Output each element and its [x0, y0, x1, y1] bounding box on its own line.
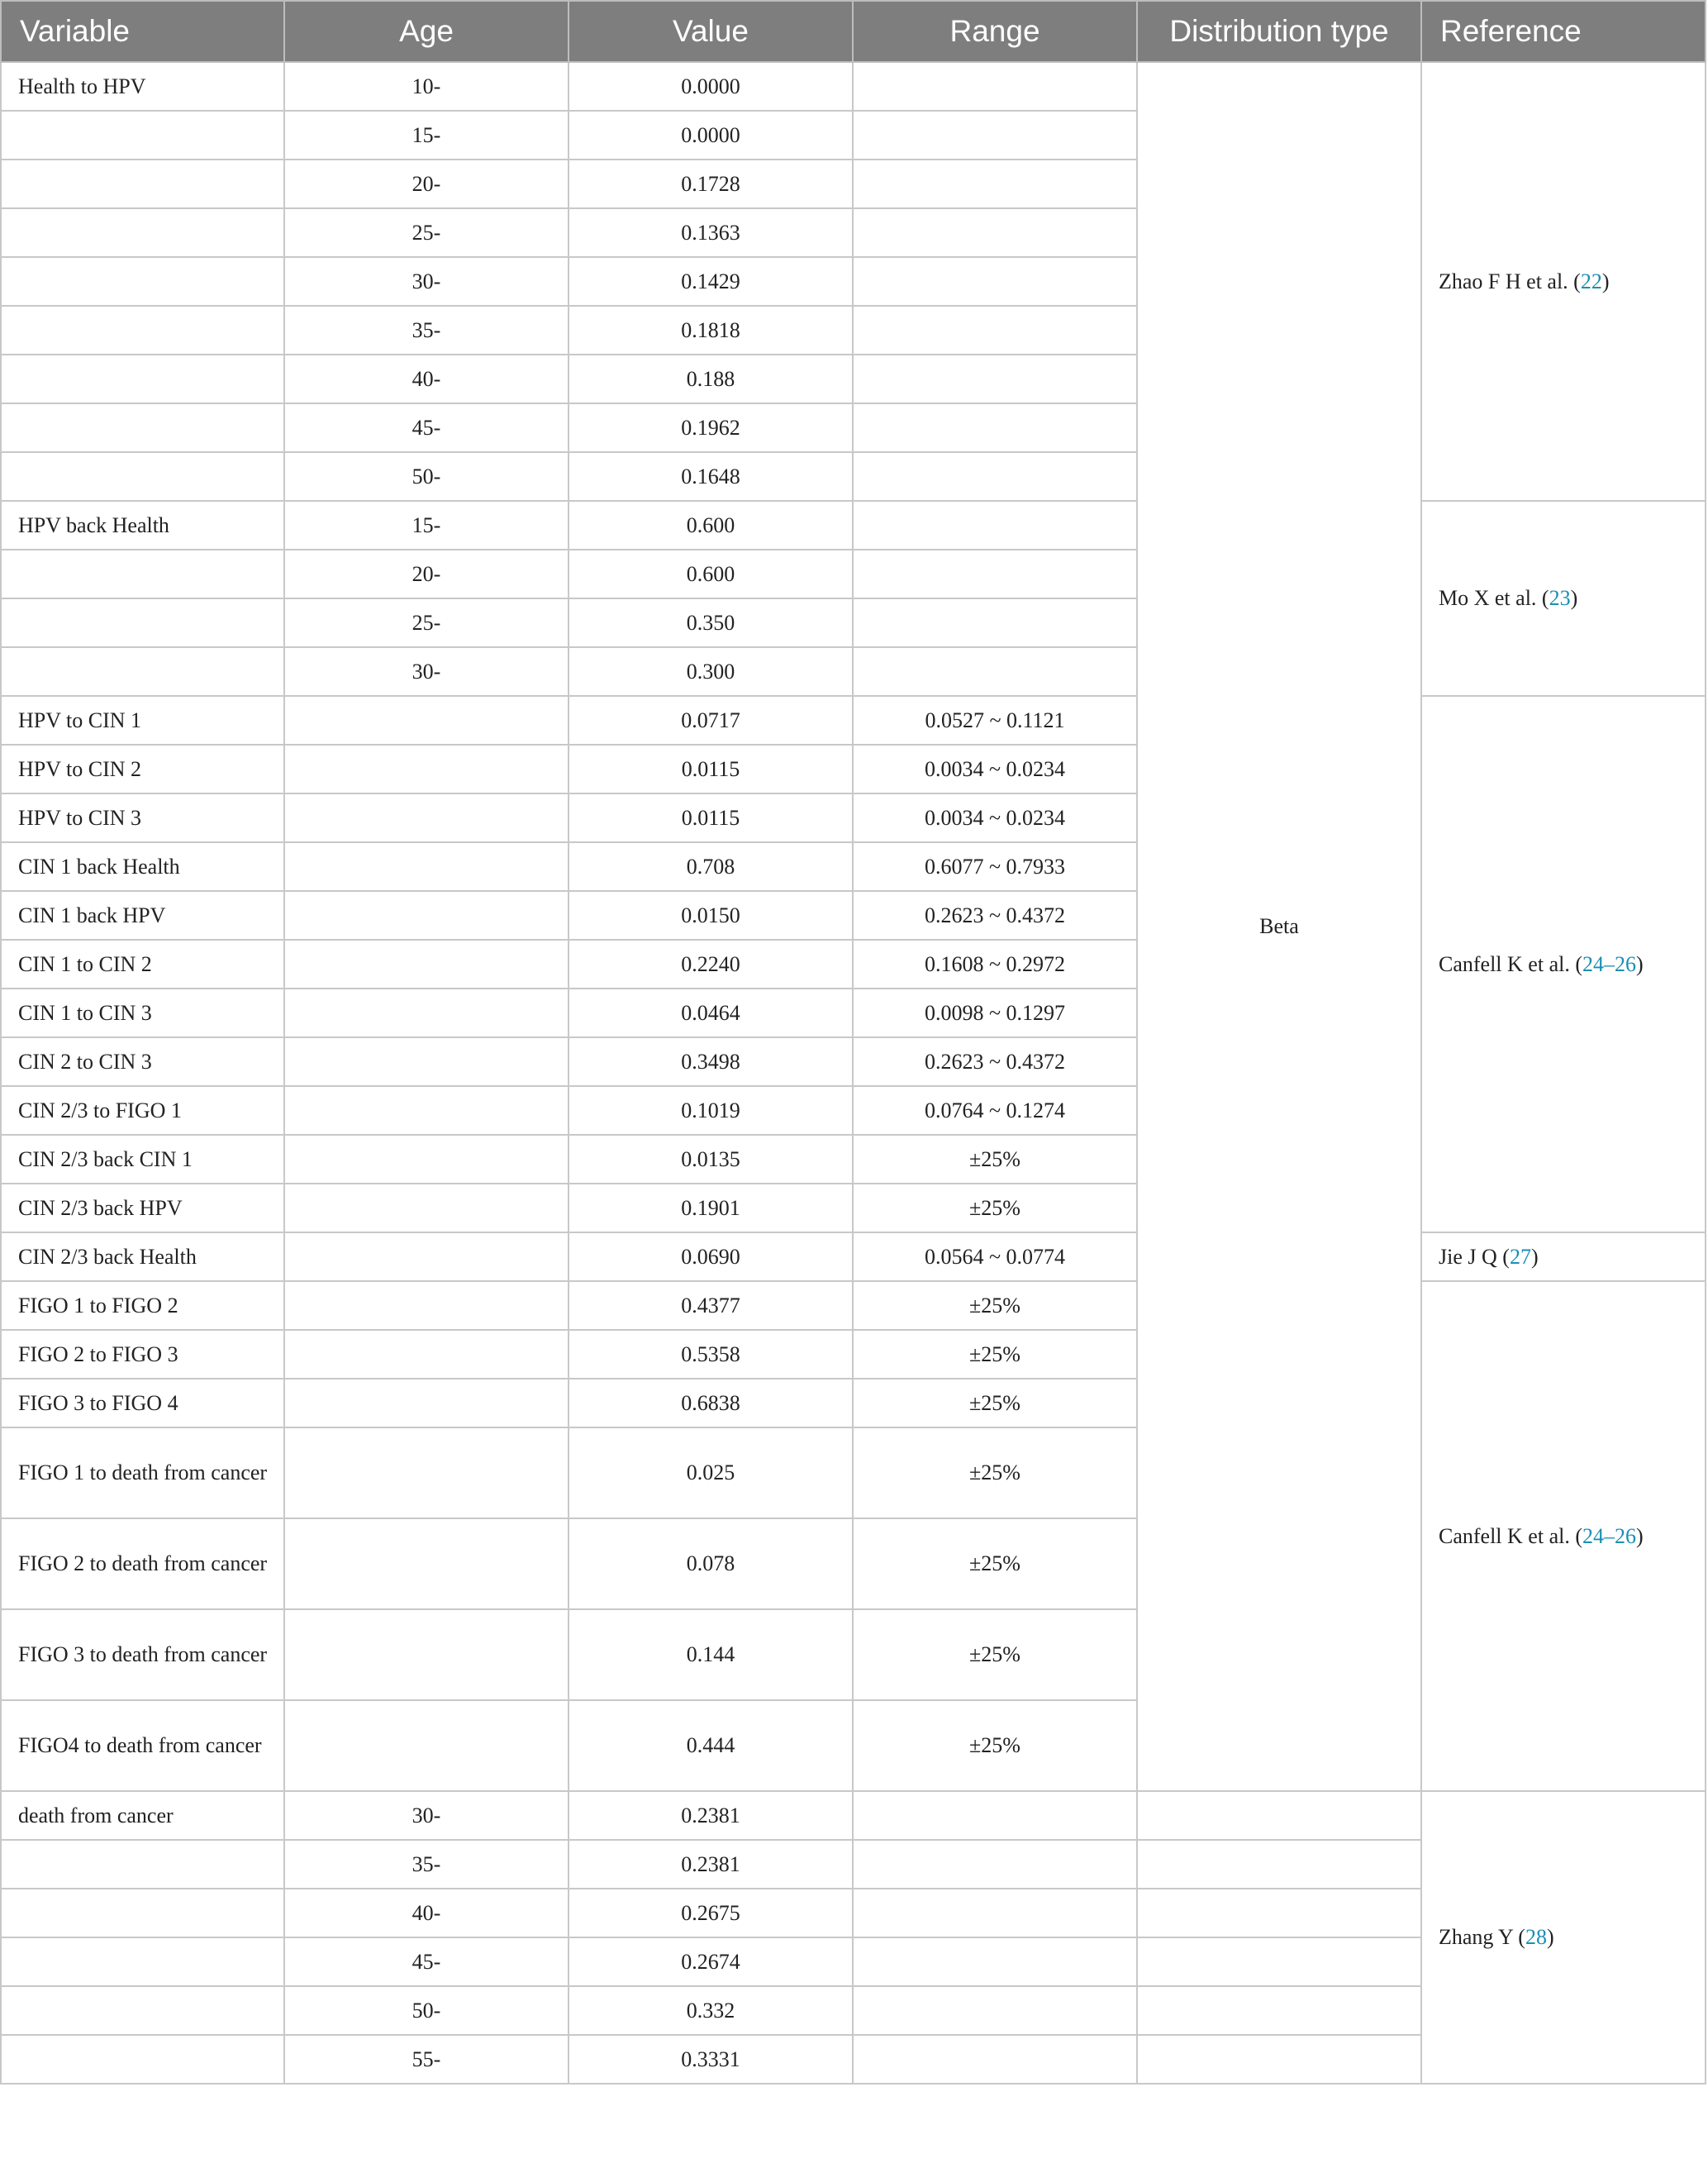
age-cell — [284, 842, 569, 891]
variable-cell — [1, 1889, 284, 1937]
reference-author: Canfell K et al. ( — [1439, 951, 1582, 976]
header-distribution-type: Distribution type — [1137, 1, 1421, 62]
distribution-type-cell — [1137, 1889, 1421, 1937]
value-cell: 0.188 — [569, 355, 853, 403]
age-cell: 40- — [284, 1889, 569, 1937]
age-cell: 35- — [284, 306, 569, 355]
range-cell — [853, 1791, 1137, 1840]
value-cell: 0.0150 — [569, 891, 853, 940]
range-cell: ±25% — [853, 1427, 1137, 1518]
variable-cell: FIGO 3 to death from cancer — [1, 1609, 284, 1700]
citation-link[interactable]: 28 — [1525, 1925, 1547, 1949]
age-cell — [284, 1135, 569, 1184]
variable-cell: HPV back Health — [1, 501, 284, 550]
value-cell: 0.332 — [569, 1986, 853, 2035]
age-cell: 30- — [284, 257, 569, 306]
reference-cell — [1421, 1232, 1706, 1281]
range-cell — [853, 647, 1137, 696]
value-cell: 0.1728 — [569, 160, 853, 208]
value-cell: 0.0690 — [569, 1232, 853, 1281]
value-cell: 0.025 — [569, 1427, 853, 1518]
variable-cell: Health to HPV — [1, 62, 284, 111]
reference-cell — [1421, 62, 1706, 501]
variable-cell — [1, 598, 284, 647]
variable-cell — [1, 111, 284, 160]
reference-close: ) — [1601, 269, 1610, 293]
range-cell: 0.0034 ~ 0.0234 — [853, 793, 1137, 842]
age-cell — [284, 891, 569, 940]
range-cell — [853, 550, 1137, 598]
variable-cell: HPV to CIN 3 — [1, 793, 284, 842]
header-age: Age — [284, 1, 569, 62]
range-cell — [853, 2035, 1137, 2084]
age-cell: 50- — [284, 1986, 569, 2035]
table-row — [1, 1791, 1706, 1840]
range-cell: ±25% — [853, 1135, 1137, 1184]
table-body — [1, 62, 1706, 2084]
age-cell — [284, 1184, 569, 1232]
reference-close: ) — [1530, 1244, 1539, 1269]
variable-cell: CIN 1 to CIN 3 — [1, 989, 284, 1037]
age-cell: 20- — [284, 160, 569, 208]
reference-author: Canfell K et al. ( — [1439, 1523, 1582, 1548]
range-cell — [853, 598, 1137, 647]
variable-cell: HPV to CIN 1 — [1, 696, 284, 745]
range-cell: ±25% — [853, 1379, 1137, 1427]
age-cell — [284, 1518, 569, 1609]
citation-link[interactable]: 24–26 — [1582, 1523, 1636, 1548]
range-cell: ±25% — [853, 1518, 1137, 1609]
variable-cell — [1, 1986, 284, 2035]
variable-cell — [1, 452, 284, 501]
header-variable: Variable — [1, 1, 284, 62]
reference-close: ) — [1546, 1925, 1554, 1949]
value-cell: 0.3331 — [569, 2035, 853, 2084]
value-cell: 0.5358 — [569, 1330, 853, 1379]
value-cell: 0.0000 — [569, 111, 853, 160]
value-cell: 0.300 — [569, 647, 853, 696]
age-cell — [284, 1037, 569, 1086]
value-cell: 0.2381 — [569, 1840, 853, 1889]
variable-cell — [1, 257, 284, 306]
distribution-type-cell — [1137, 1791, 1421, 1840]
variable-cell: CIN 2 to CIN 3 — [1, 1037, 284, 1086]
variable-cell: FIGO 2 to FIGO 3 — [1, 1330, 284, 1379]
range-cell: 0.6077 ~ 0.7933 — [853, 842, 1137, 891]
age-cell — [284, 1281, 569, 1330]
variable-cell — [1, 550, 284, 598]
age-cell — [284, 1330, 569, 1379]
distribution-type-cell — [1137, 2035, 1421, 2084]
age-cell — [284, 989, 569, 1037]
reference-close: ) — [1636, 1523, 1644, 1548]
value-cell: 0.1901 — [569, 1184, 853, 1232]
distribution-type-cell — [1137, 1986, 1421, 2035]
age-cell: 40- — [284, 355, 569, 403]
value-cell: 0.0115 — [569, 745, 853, 793]
table-row — [1, 1281, 1706, 1330]
age-cell: 35- — [284, 1840, 569, 1889]
distribution-type-cell — [1137, 1937, 1421, 1986]
age-cell — [284, 1379, 569, 1427]
value-cell: 0.6838 — [569, 1379, 853, 1427]
variable-cell — [1, 1840, 284, 1889]
range-cell: ±25% — [853, 1281, 1137, 1330]
age-cell: 20- — [284, 550, 569, 598]
age-cell: 25- — [284, 598, 569, 647]
range-cell: 0.0034 ~ 0.0234 — [853, 745, 1137, 793]
value-cell: 0.1962 — [569, 403, 853, 452]
range-cell — [853, 355, 1137, 403]
table-row — [1, 501, 1706, 550]
age-cell — [284, 1609, 569, 1700]
age-cell: 45- — [284, 403, 569, 452]
variable-cell — [1, 208, 284, 257]
reference-author: Jie J Q ( — [1439, 1244, 1510, 1269]
table-row — [1, 696, 1706, 745]
reference-cell — [1421, 696, 1706, 1232]
citation-link[interactable]: 23 — [1549, 586, 1571, 610]
age-cell — [284, 793, 569, 842]
range-cell: 0.0098 ~ 0.1297 — [853, 989, 1137, 1037]
age-cell: 45- — [284, 1937, 569, 1986]
variable-cell — [1, 1937, 284, 1986]
value-cell: 0.144 — [569, 1609, 853, 1700]
value-cell: 0.708 — [569, 842, 853, 891]
age-cell — [284, 696, 569, 745]
variable-cell — [1, 355, 284, 403]
range-cell: ±25% — [853, 1184, 1137, 1232]
variable-cell: HPV to CIN 2 — [1, 745, 284, 793]
age-cell: 50- — [284, 452, 569, 501]
reference-author: Zhao F H et al. ( — [1439, 269, 1581, 293]
age-cell: 30- — [284, 1791, 569, 1840]
value-cell: 0.350 — [569, 598, 853, 647]
value-cell: 0.2675 — [569, 1889, 853, 1937]
range-cell: 0.0764 ~ 0.1274 — [853, 1086, 1137, 1135]
table-row — [1, 62, 1706, 111]
variable-cell: FIGO 1 to FIGO 2 — [1, 1281, 284, 1330]
range-cell — [853, 306, 1137, 355]
range-cell — [853, 1889, 1137, 1937]
range-cell — [853, 1840, 1137, 1889]
age-cell — [284, 1427, 569, 1518]
table-row — [1, 1232, 1706, 1281]
age-cell: 25- — [284, 208, 569, 257]
value-cell: 0.0717 — [569, 696, 853, 745]
age-cell: 15- — [284, 111, 569, 160]
age-cell — [284, 1700, 569, 1791]
header-value: Value — [569, 1, 853, 62]
value-cell: 0.1363 — [569, 208, 853, 257]
range-cell: 0.0527 ~ 0.1121 — [853, 696, 1137, 745]
range-cell — [853, 1986, 1137, 2035]
value-cell: 0.600 — [569, 501, 853, 550]
variable-cell — [1, 2035, 284, 2084]
variable-cell: CIN 2/3 to FIGO 1 — [1, 1086, 284, 1135]
variable-cell: CIN 1 back Health — [1, 842, 284, 891]
age-cell — [284, 745, 569, 793]
value-cell: 0.2240 — [569, 940, 853, 989]
citation-link[interactable]: 22 — [1580, 269, 1602, 293]
range-cell: 0.0564 ~ 0.0774 — [853, 1232, 1137, 1281]
variable-cell: death from cancer — [1, 1791, 284, 1840]
age-cell: 55- — [284, 2035, 569, 2084]
age-cell — [284, 1232, 569, 1281]
range-cell: 0.2623 ~ 0.4372 — [853, 891, 1137, 940]
range-cell — [853, 452, 1137, 501]
distribution-type-cell: Beta — [1137, 62, 1421, 1791]
variable-cell: CIN 1 back HPV — [1, 891, 284, 940]
value-cell: 0.0135 — [569, 1135, 853, 1184]
variable-cell: CIN 2/3 back Health — [1, 1232, 284, 1281]
variable-cell: FIGO 3 to FIGO 4 — [1, 1379, 284, 1427]
range-cell: ±25% — [853, 1609, 1137, 1700]
reference-close: ) — [1636, 951, 1644, 976]
variable-cell: FIGO4 to death from cancer — [1, 1700, 284, 1791]
variable-cell — [1, 403, 284, 452]
reference-author: Zhang Y ( — [1439, 1925, 1525, 1949]
variable-cell — [1, 647, 284, 696]
reference-author: Mo X et al. ( — [1439, 586, 1549, 610]
age-cell: 30- — [284, 647, 569, 696]
header-row — [1, 1, 1706, 62]
range-cell — [853, 403, 1137, 452]
age-cell: 15- — [284, 501, 569, 550]
variable-cell: CIN 2/3 back HPV — [1, 1184, 284, 1232]
variable-cell — [1, 160, 284, 208]
variable-cell — [1, 306, 284, 355]
reference-cell — [1421, 1281, 1706, 1791]
reference-close: ) — [1570, 586, 1578, 610]
value-cell: 0.2674 — [569, 1937, 853, 1986]
range-cell — [853, 257, 1137, 306]
value-cell: 0.444 — [569, 1700, 853, 1791]
range-cell: ±25% — [853, 1700, 1137, 1791]
reference-cell — [1421, 1791, 1706, 2084]
value-cell: 0.1019 — [569, 1086, 853, 1135]
range-cell — [853, 62, 1137, 111]
variable-cell: FIGO 2 to death from cancer — [1, 1518, 284, 1609]
value-cell: 0.0115 — [569, 793, 853, 842]
value-cell: 0.1818 — [569, 306, 853, 355]
value-cell: 0.600 — [569, 550, 853, 598]
value-cell: 0.2381 — [569, 1791, 853, 1840]
range-cell — [853, 1937, 1137, 1986]
header-range: Range — [853, 1, 1137, 62]
reference-cell — [1421, 501, 1706, 696]
range-cell: ±25% — [853, 1330, 1137, 1379]
value-cell: 0.3498 — [569, 1037, 853, 1086]
distribution-type-cell — [1137, 1840, 1421, 1889]
variable-cell: FIGO 1 to death from cancer — [1, 1427, 284, 1518]
citation-link[interactable]: 27 — [1509, 1244, 1531, 1269]
age-cell — [284, 1086, 569, 1135]
range-cell: 0.2623 ~ 0.4372 — [853, 1037, 1137, 1086]
range-cell — [853, 208, 1137, 257]
citation-link[interactable]: 24–26 — [1582, 951, 1636, 976]
range-cell: 0.1608 ~ 0.2972 — [853, 940, 1137, 989]
range-cell — [853, 160, 1137, 208]
range-cell — [853, 501, 1137, 550]
value-cell: 0.0000 — [569, 62, 853, 111]
value-cell: 0.1648 — [569, 452, 853, 501]
age-cell: 10- — [284, 62, 569, 111]
variable-cell: CIN 2/3 back CIN 1 — [1, 1135, 284, 1184]
range-cell — [853, 111, 1137, 160]
value-cell: 0.4377 — [569, 1281, 853, 1330]
header-reference: Reference — [1421, 1, 1706, 62]
variable-cell: CIN 1 to CIN 2 — [1, 940, 284, 989]
value-cell: 0.1429 — [569, 257, 853, 306]
value-cell: 0.078 — [569, 1518, 853, 1609]
value-cell: 0.0464 — [569, 989, 853, 1037]
age-cell — [284, 940, 569, 989]
